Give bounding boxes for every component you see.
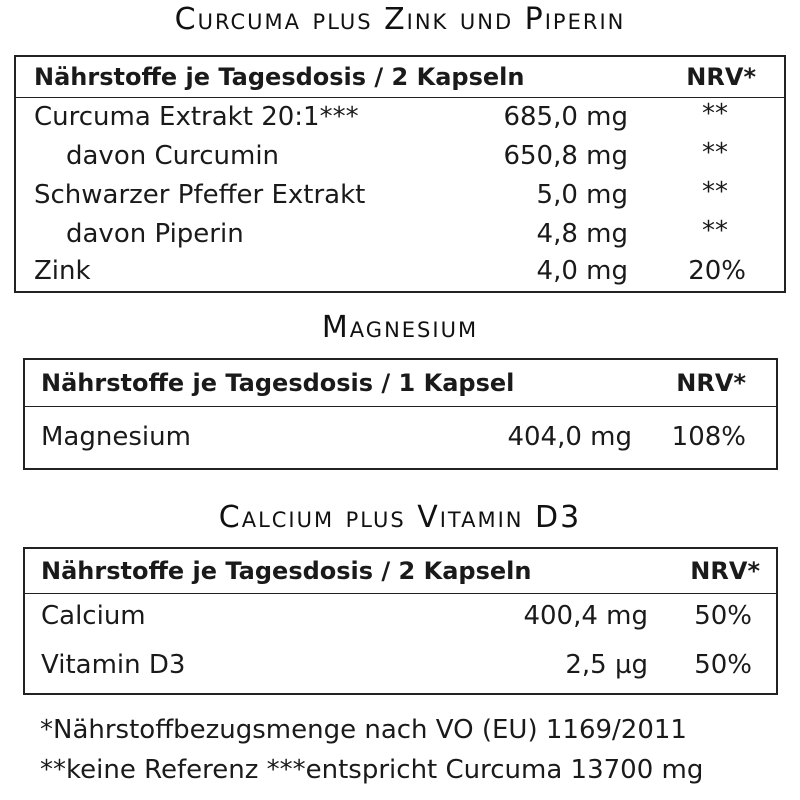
- nutrition-table-magnesium: [23, 358, 778, 470]
- row-name: davon Curcumin: [66, 141, 280, 171]
- nutrition-table-calcium: [23, 547, 778, 695]
- header-nrv: NRV*: [686, 63, 756, 91]
- row-amount: 4,8 mg: [536, 219, 628, 249]
- row-name: davon Piperin: [66, 219, 244, 249]
- row-amount: 400,4 mg: [523, 601, 648, 631]
- footnote-reference: **keine Referenz ***entspricht Curcuma 13700 mg: [40, 755, 704, 785]
- section-title-calcium: Calcium plus Vitamin D3: [218, 500, 582, 535]
- row-name: Schwarzer Pfeffer Extrakt: [34, 180, 366, 210]
- row-name: Magnesium: [41, 422, 191, 452]
- row-nrv: **: [702, 216, 728, 246]
- row-amount: 685,0 mg: [503, 102, 628, 132]
- row-nrv: 50%: [694, 601, 752, 631]
- row-name: Vitamin D3: [41, 650, 186, 680]
- header-nrv: NRV*: [676, 369, 746, 397]
- row-amount: 404,0 mg: [507, 422, 632, 452]
- row-nrv: **: [702, 99, 728, 129]
- section-title-magnesium: Magnesium: [321, 310, 479, 345]
- header-nrv: NRV*: [690, 557, 760, 585]
- row-nrv: 50%: [694, 650, 752, 680]
- row-amount: 4,0 mg: [536, 256, 628, 286]
- row-nrv: 20%: [688, 256, 746, 286]
- row-nrv: 108%: [671, 422, 746, 452]
- footnote-nrv: *Nährstoffbezugsmenge nach VO (EU) 1169/2011: [40, 715, 687, 745]
- nutrition-table-curcuma: [14, 55, 786, 293]
- row-name: Calcium: [41, 601, 146, 631]
- table-header: [25, 549, 776, 594]
- row-nrv: **: [702, 138, 728, 168]
- table-header: [16, 57, 784, 98]
- table-header: [25, 360, 776, 407]
- section-title-curcuma: Curcuma plus Zink und Piperin: [174, 2, 626, 37]
- row-amount: 650,8 mg: [503, 141, 628, 171]
- row-nrv: **: [702, 177, 728, 207]
- row-name: Zink: [34, 256, 91, 286]
- row-amount: 2,5 µg: [565, 650, 648, 680]
- header-label: Nährstoffe je Tagesdosis / 1 Kapsel: [41, 369, 515, 397]
- header-label: Nährstoffe je Tagesdosis / 2 Kapseln: [41, 557, 532, 585]
- row-amount: 5,0 mg: [536, 180, 628, 210]
- header-label: Nährstoffe je Tagesdosis / 2 Kapseln: [34, 63, 525, 91]
- row-name: Curcuma Extrakt 20:1***: [34, 102, 359, 132]
